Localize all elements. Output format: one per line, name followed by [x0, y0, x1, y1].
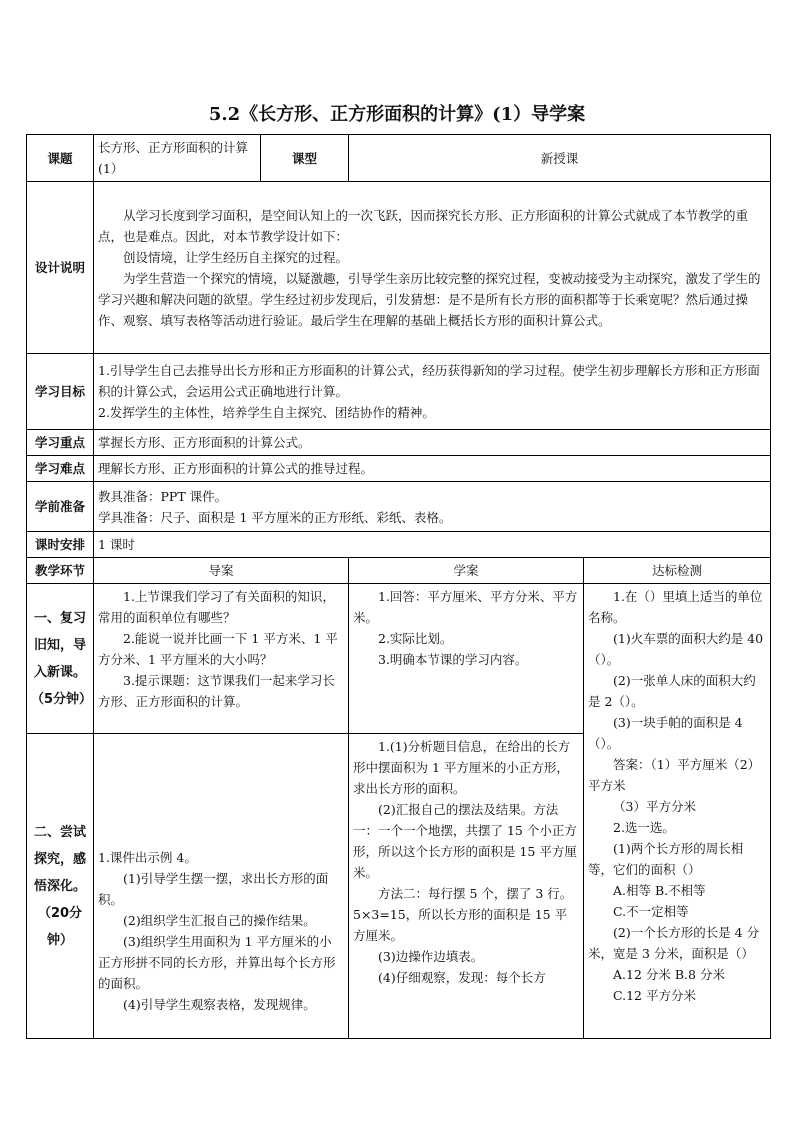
study-item: 2.实际比划。: [378, 631, 453, 646]
check-item: 1.在（）里填上适当的单位名称。: [588, 589, 763, 625]
key-point-value: 掌握长方形、正方形面积的计算公式。: [94, 430, 771, 456]
col-study-header: 学案: [349, 558, 584, 584]
table-row: [27, 182, 771, 354]
guide-item: (3)组织学生用面积为 1 平方厘米的小正方形拼不同的长方形，并算出每个长方形的面积。: [98, 934, 336, 991]
study-item: (2)汇报自己的摆法及结果。方法一：一个一个地摆，共摆了 15 个小正方形，所以这个长方形的面积是 15 平方厘米。: [353, 802, 577, 880]
check-item: 2.选一选。: [613, 820, 675, 835]
table-row: [27, 532, 771, 558]
table-row: [27, 558, 771, 584]
study-item: (4)仔细观察，发现：每个长方: [378, 970, 546, 985]
study-item: 1.回答：平方厘米、平方分米、平方米。: [353, 589, 578, 625]
check-item: 答案：（1）平方厘米（2）平方米: [588, 757, 761, 793]
key-point-label: 学习重点: [27, 430, 94, 456]
check-item: （3）平方分米: [613, 799, 696, 814]
design-paragraph: 从学习长度到学习面积，是空间认知上的一次飞跃，因而探究长方形、正方形面积的计算公式就成了本节教学的重点，也是难点。因此，对本节教学设计如下：: [98, 207, 749, 244]
type-value: 新授课: [349, 135, 771, 182]
document-title: 5.2《长方形、正方形面积的计算》(1）导学案: [208, 104, 586, 125]
study-item: 3.明确本节课的学习内容。: [378, 652, 528, 667]
prep-item: 教具准备：PPT 课件。: [98, 488, 228, 504]
stage1-name: 一、复习旧知，导入新课。（5分钟）: [27, 584, 94, 734]
guide-item: 1.上节课我们学习了有关面积的知识，常用的面积单位有哪些？: [98, 589, 335, 625]
table-row: [27, 584, 771, 734]
check-item: (3)一块手帕的面积是 4（）。: [588, 715, 743, 751]
study-item: 1.(1)分析题目信息，在给出的长方形中摆面积为 1 平方厘米的小正方形，求出长方形的面积。: [353, 739, 571, 796]
col-stage-header: 教学环节: [27, 558, 94, 584]
difficulty-value: 理解长方形、正方形面积的计算公式的推导过程。: [94, 456, 771, 482]
table-row: [27, 135, 771, 182]
design-paragraph: 为学生营造一个探究的情境，以疑激趣，引导学生亲历比较完整的探究过程，变被动接受为主动探究，激发了学生的学习兴趣和解决问题的欲望。学生经过初步发现后，引发猜想：是不是所有长方形的面积都等于长乘宽呢？然后通过操作、观察、填写表格等活动进行验证。最后学生在理解的基础上概括长方形的面积计算公式。: [98, 270, 761, 328]
goal-item: 2.发挥学生的主体性，培养学生自主探究、团结协作的精神。: [98, 405, 435, 420]
col-check-header: 达标检测: [584, 558, 771, 584]
goal-item: 1.引导学生自己去推导出长方形和正方形面积的计算公式，经历获得新知的学习过程。使学生初步理解长方形和正方形面积的计算公式，会运用公式正确地进行计算。: [98, 363, 760, 399]
design-content: [94, 182, 771, 354]
lesson-plan-table: [26, 134, 771, 1039]
guide-item: (1)引导学生摆一摆，求出长方形的面积。: [98, 871, 329, 907]
goals-label: 学习目标: [27, 354, 94, 430]
schedule-label: 课时安排: [27, 532, 94, 558]
table-row: [27, 482, 771, 532]
guide-item: 1.课件出示例 4。: [98, 850, 197, 865]
guide-item: 3.提示课题：这节课我们一起来学习长方形、正方形面积的计算。: [98, 673, 335, 709]
goals-content: [94, 354, 771, 430]
stage1-study: [349, 584, 584, 734]
topic-label: 课题: [27, 135, 94, 182]
stage2-guide: [94, 734, 349, 1039]
check-item: C.12 平方分米: [613, 988, 696, 1003]
guide-item: 2.能说一说并比画一下 1 平方米、1 平方分米、1 平方厘米的大小吗？: [98, 631, 338, 667]
check-item: A.相等 B.不相等: [613, 883, 706, 898]
prep-item: 学具准备：尺子、面积是 1 平方厘米的正方形纸、彩纸、表格。: [98, 509, 452, 525]
study-item: (3)边操作边填表。: [378, 949, 484, 964]
check-item: (1)两个长方形的周长相等，它们的面积（）: [588, 841, 744, 877]
prep-content: [94, 482, 771, 532]
stage1-guide: [94, 584, 349, 734]
check-item: A.12 分米 B.8 分米: [613, 967, 725, 982]
topic-value: 长方形、正方形面积的计算 (1）: [94, 135, 261, 182]
check-cell: [584, 584, 771, 1039]
difficulty-label: 学习难点: [27, 456, 94, 482]
check-item: (1)火车票的面积大约是 40（）。: [588, 631, 764, 667]
study-item: 方法二：每行摆 5 个，摆了 3 行。5×3=15，所以长方形的面积是 15 平方厘米。: [353, 886, 573, 943]
table-row: [27, 430, 771, 456]
stage2-study: [349, 734, 584, 1039]
type-label: 课型: [261, 135, 349, 182]
table-row: [27, 456, 771, 482]
prep-label: 学前准备: [27, 482, 94, 532]
check-item: (2)一个长方形的长是 4 分米，宽是 3 分米，面积是（）: [588, 925, 760, 961]
check-item: (2)一张单人床的面积大约是 2（）。: [588, 673, 756, 709]
table-row: [27, 354, 771, 430]
guide-item: (2)组织学生汇报自己的操作结果。: [123, 913, 316, 928]
col-guide-header: 导案: [94, 558, 349, 584]
check-item: C.不一定相等: [613, 904, 689, 919]
guide-item: (4)引导学生观察表格，发现规律。: [123, 997, 316, 1012]
design-paragraph: 创设情境，让学生经历自主探究的过程。: [123, 249, 349, 265]
stage2-name: 二、尝试探究，感悟深化。（20分钟）: [27, 734, 94, 1039]
schedule-value: 1 课时: [94, 532, 771, 558]
design-label: 设计说明: [27, 182, 94, 354]
